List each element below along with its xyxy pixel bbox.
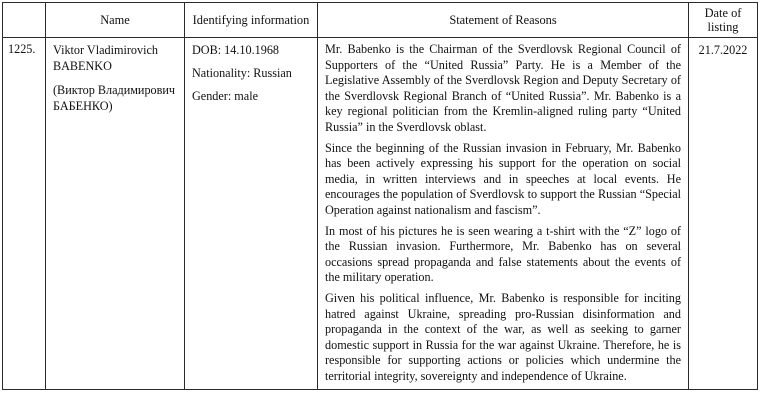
statement-paragraph-4: Given his political influence, Mr. Babenko is responsible for inciting hatred against Ukraine, spreading pro-Russian disinformation and propaganda in the context of the war, as well as seeking to garner domestic support in Russia for the war against Ukraine. Therefore, he is responsible for supporting actions or policies which undermine the territorial integrity, sovereignty and independence of Ukraine. — [325, 290, 681, 383]
header-number — [3, 3, 46, 38]
statement-paragraph-3: In most of his pictures he is seen wearing a t-shirt with the “Z” logo of the Russian invasion. Furthermore, Mr. Babenko has on several occasions spread propaganda and false statements about the events of the military operation. — [325, 223, 681, 285]
table-body — [3, 38, 758, 390]
sanctions-table — [2, 2, 758, 390]
statement-paragraph-2: Since the beginning of the Russian invasion in February, Mr. Babenko has been actively expressing his support for the operation on social media, in written interviews and in speeches at local events. He encourages the population of Sverdlovsk to support the Russian “Special Operation against nationalism and fascism”. — [325, 140, 681, 217]
entry-gender: Gender: male — [192, 89, 258, 103]
entry-name-cyrillic: (Виктор Владимирович БАБЕНКО) — [53, 83, 176, 113]
entry-dob: DOB: 14.10.1968 — [192, 43, 280, 57]
statement-paragraph-1: Mr. Babenko is the Chairman of the Sverdlovsk Regional Council of Supporters of the “United Russia” Party. He is a Member of the Legislative Assembly of the Sverdlovsk Region and Deputy Secretary of the Sverdlovsk Regional Branch of “United Russia”. Mr. Babenko is a key regional politician from the Kremlin-aligned ruling party “United Russia” in the Sverdlovsk oblast. — [325, 42, 681, 134]
header-date-of-listing — [689, 3, 758, 38]
table-row-entry-1225 — [3, 38, 758, 390]
entry-name-latin: Viktor Vladimirovich BABENKO — [53, 43, 158, 73]
entry-name-cell — [46, 38, 185, 390]
header-statement-of-reasons: Statement of Reasons — [318, 3, 689, 38]
header-name: Name — [46, 3, 185, 38]
header-row — [3, 3, 758, 38]
header-date-line1: Date of — [704, 6, 742, 20]
entry-identifying-cell — [185, 38, 318, 390]
header-identifying-information: Identifying information — [185, 3, 318, 38]
entry-statement-cell — [318, 38, 689, 390]
entry-nationality: Nationality: Russian — [192, 66, 292, 80]
entry-number: 1225. — [3, 38, 46, 390]
header-date-line2: listing — [707, 20, 739, 34]
table-header — [3, 3, 758, 38]
entry-date-of-listing: 21.7.2022 — [689, 38, 758, 390]
